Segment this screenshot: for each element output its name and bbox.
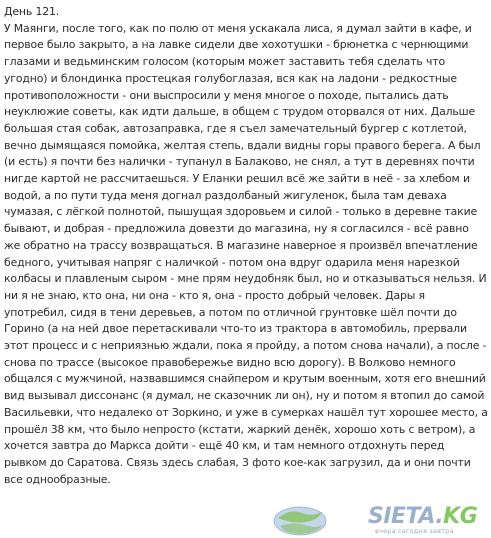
watermark-brand-main: SIETA. — [368, 504, 444, 529]
watermark-brand — [368, 505, 477, 529]
day-title: День 121. — [4, 5, 60, 18]
post-text — [4, 4, 488, 488]
globe-logo-icon — [272, 504, 328, 536]
post-body: У Маянги, после того, как по полю от меня ускакала лиса, я думал зайти в кафе, и первое было закрыто, а на лавке сидели две хохотушки - брюнетка с чернющими глазами и ведьминским голосом (которым может заставить тебя сделать что угодно) и блондинка простецкая голубоглазая, вся как на ладони - редкостные противоположности - они выспросили у меня многое о походе, пытались дать неуклюжие советы, как идти дальше, в общем с трудом оторвался от них. Дальше большая стая собак, автозаправка, где я съел замечательный бургер с котлетой, вечно дымящаяся помойка, желтая степь, вдали видны горы правого берега. А был (и есть) я почти без налички - тупанул в Балаково, не снял, а тут в деревнях почти нигде картой не рассчитаешься. У Еланки решил всё же зайти в неё - за хлебом и водой, а по пути туда меня догнал раздолбаный жигуленок, была там деваха чумазая, с лёгкой полнотой, пышущая здоровьем и силой - только в деревне такие бывают, и добрая - предложила довезти до магазина, ну я согласился - всё равно же обратно на трассу возвращаться. В магазине наверное я произвёл впечатление бедного, учитывая напряг с наличкой - потом она вдруг одарила меня нарезкой колбасы и плавленым сыром - мне прям неудобняк был, но и отказываться нельзя. И ни я не знаю, кто она, ни она - кто я, она - просто добрый человек. Дары я употребил, сидя в тени деревьев, а потом по отличной грунтовке шёл почти до Горино (а на ней двое перетаскивали что-то из трактора в автомобиль, прервали этот процесс и с неприязнью ждали, пока я пройду, а потом снова начали), а после - снова по трассе (высокое правобережье видно всю дорогу). В Волково немного общался с мужчиной, назвавшимся снайпером и крутым военным, хотя его внешний вид вызывал диссонанс (я думал, не сказочник ли он), ну и потом я втопил до самой Васильевки, что недалеко от Зоркино, и уже в сумерках нашёл тут хорошее место, а прошёл 38 км, что было непросто (кстати, жаркий денёк, хорошо хоть с ветром), а хочется завтра до Маркса дойти - ещё 40 км, и там немного отдохнуть перед рывком до Саратова. Связь здесь слабая, 3 фото кое-как загрузил, да и они почти все однообразные. — [4, 21, 488, 486]
watermark-brand-accent: KG — [443, 504, 478, 529]
watermark-tagline: вчера сегодня завтра — [375, 527, 454, 535]
site-watermark — [272, 503, 490, 537]
